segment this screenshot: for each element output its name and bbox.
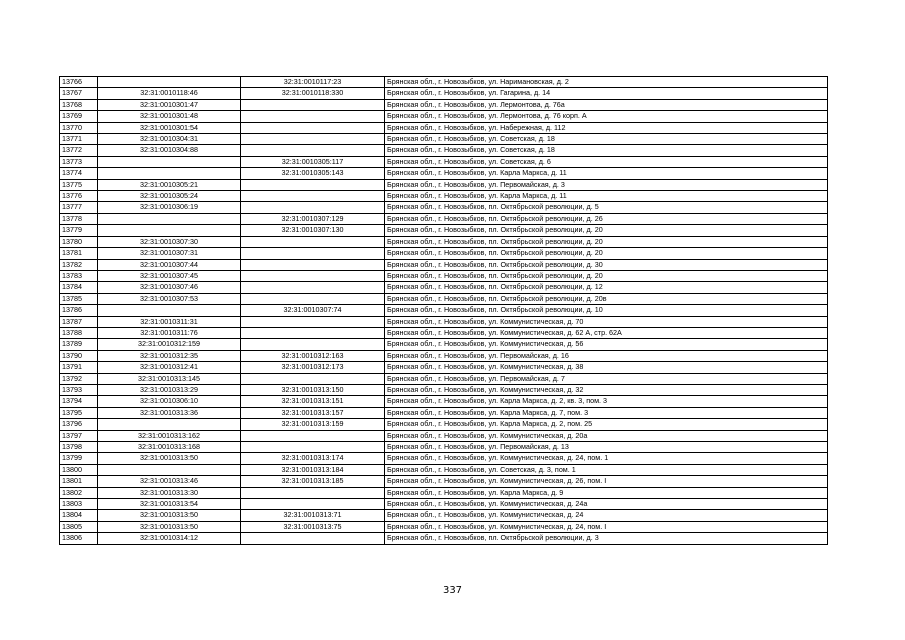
table-row <box>60 499 828 510</box>
row-number-cell: 13784 <box>60 282 98 293</box>
address-cell: Брянская обл., г. Новозыбков, ул. Коммунистическая, д. 24, пом. 1 <box>385 453 828 464</box>
table-row <box>60 270 828 281</box>
address-cell: Брянская обл., г. Новозыбков, пл. Октябрьской революции, д. 12 <box>385 282 828 293</box>
address-cell: Брянская обл., г. Новозыбков, ул. Советская, д. 6 <box>385 156 828 167</box>
cadastral-number-cell: 32:31:0010313:162 <box>98 430 241 441</box>
cadastral-number-cell: 32:31:0010314:12 <box>98 533 241 544</box>
table-row <box>60 350 828 361</box>
table-row <box>60 464 828 475</box>
address-cell: Брянская обл., г. Новозыбков, ул. Коммунистическая, д. 38 <box>385 362 828 373</box>
row-number-cell: 13788 <box>60 327 98 338</box>
cadastral-number-cell <box>98 225 241 236</box>
cadastral-number-cell: 32:31:0010306:19 <box>98 202 241 213</box>
cadastral-number-cell: 32:31:0010311:31 <box>98 316 241 327</box>
table-row <box>60 362 828 373</box>
building-cadastral-number-cell: 32:31:0010313:159 <box>241 419 385 430</box>
building-cadastral-number-cell: 32:31:0010313:174 <box>241 453 385 464</box>
cadastral-number-cell <box>98 305 241 316</box>
row-number-cell: 13780 <box>60 236 98 247</box>
building-cadastral-number-cell: 32:31:0010313:184 <box>241 464 385 475</box>
row-number-cell: 13805 <box>60 521 98 532</box>
table-row <box>60 282 828 293</box>
table-row <box>60 145 828 156</box>
address-cell: Брянская обл., г. Новозыбков, ул. Коммунистическая, д. 62 А, стр. 62А <box>385 327 828 338</box>
table-row <box>60 88 828 99</box>
address-cell: Брянская обл., г. Новозыбков, пл. Октябрьской революции, д. 20 <box>385 225 828 236</box>
row-number-cell: 13781 <box>60 248 98 259</box>
cadastral-number-cell <box>98 77 241 88</box>
table-row <box>60 316 828 327</box>
row-number-cell: 13804 <box>60 510 98 521</box>
cadastral-number-cell <box>98 213 241 224</box>
row-number-cell: 13782 <box>60 259 98 270</box>
table-row <box>60 77 828 88</box>
building-cadastral-number-cell: 32:31:0010313:157 <box>241 407 385 418</box>
building-cadastral-number-cell <box>241 533 385 544</box>
cadastral-number-cell: 32:31:0010305:21 <box>98 179 241 190</box>
table-row <box>60 293 828 304</box>
row-number-cell: 13769 <box>60 111 98 122</box>
row-number-cell: 13800 <box>60 464 98 475</box>
cadastral-number-cell: 32:31:0010312:159 <box>98 339 241 350</box>
building-cadastral-number-cell: 32:31:0010313:185 <box>241 476 385 487</box>
building-cadastral-number-cell <box>241 373 385 384</box>
address-cell: Брянская обл., г. Новозыбков, ул. Коммунистическая, д. 24 <box>385 510 828 521</box>
address-cell: Брянская обл., г. Новозыбков, ул. Советская, д. 3, пом. 1 <box>385 464 828 475</box>
address-cell: Брянская обл., г. Новозыбков, пл. Октябрьской революции, д. 5 <box>385 202 828 213</box>
address-cell: Брянская обл., г. Новозыбков, ул. Коммунистическая, д. 26, пом. I <box>385 476 828 487</box>
building-cadastral-number-cell: 32:31:0010118:330 <box>241 88 385 99</box>
row-number-cell: 13774 <box>60 168 98 179</box>
cadastral-number-cell <box>98 419 241 430</box>
address-cell: Брянская обл., г. Новозыбков, ул. Первомайская, д. 3 <box>385 179 828 190</box>
building-cadastral-number-cell <box>241 111 385 122</box>
cadastral-number-cell: 32:31:0010313:145 <box>98 373 241 384</box>
row-number-cell: 13776 <box>60 191 98 202</box>
building-cadastral-number-cell <box>241 430 385 441</box>
building-cadastral-number-cell <box>241 134 385 145</box>
row-number-cell: 13773 <box>60 156 98 167</box>
building-cadastral-number-cell <box>241 145 385 156</box>
row-number-cell: 13766 <box>60 77 98 88</box>
address-cell: Брянская обл., г. Новозыбков, ул. Лермонтова, д. 76 корп. А <box>385 111 828 122</box>
address-cell: Брянская обл., г. Новозыбков, пл. Октябрьской революции, д. 10 <box>385 305 828 316</box>
cadastral-number-cell: 32:31:0010313:29 <box>98 384 241 395</box>
building-cadastral-number-cell: 32:31:0010313:151 <box>241 396 385 407</box>
building-cadastral-number-cell <box>241 316 385 327</box>
table-row <box>60 191 828 202</box>
row-number-cell: 13796 <box>60 419 98 430</box>
cadastral-number-cell: 32:31:0010301:48 <box>98 111 241 122</box>
building-cadastral-number-cell <box>241 282 385 293</box>
cadastral-number-cell: 32:31:0010313:50 <box>98 521 241 532</box>
table-row <box>60 476 828 487</box>
row-number-cell: 13803 <box>60 499 98 510</box>
row-number-cell: 13806 <box>60 533 98 544</box>
cadastral-number-cell: 32:31:0010301:47 <box>98 99 241 110</box>
cadastral-number-cell: 32:31:0010304:88 <box>98 145 241 156</box>
table-row <box>60 510 828 521</box>
address-cell: Брянская обл., г. Новозыбков, пл. Октябрьской революции, д. 30 <box>385 259 828 270</box>
page-number: 337 <box>442 585 463 596</box>
address-cell: Брянская обл., г. Новозыбков, ул. Советская, д. 18 <box>385 145 828 156</box>
building-cadastral-number-cell <box>241 270 385 281</box>
row-number-cell: 13772 <box>60 145 98 156</box>
cadastral-number-cell: 32:31:0010313:36 <box>98 407 241 418</box>
building-cadastral-number-cell <box>241 442 385 453</box>
cadastral-number-cell: 32:31:0010313:50 <box>98 453 241 464</box>
building-cadastral-number-cell <box>241 99 385 110</box>
address-cell: Брянская обл., г. Новозыбков, ул. Коммунистическая, д. 70 <box>385 316 828 327</box>
building-cadastral-number-cell: 32:31:0010307:130 <box>241 225 385 236</box>
address-cell: Брянская обл., г. Новозыбков, ул. Карла Маркса, д. 9 <box>385 487 828 498</box>
row-number-cell: 13779 <box>60 225 98 236</box>
address-cell: Брянская обл., г. Новозыбков, ул. Первомайская, д. 7 <box>385 373 828 384</box>
table-row <box>60 156 828 167</box>
row-number-cell: 13799 <box>60 453 98 464</box>
row-number-cell: 13790 <box>60 350 98 361</box>
cadastral-number-cell: 32:31:0010301:54 <box>98 122 241 133</box>
table-row <box>60 202 828 213</box>
address-cell: Брянская обл., г. Новозыбков, ул. Наримановская, д. 2 <box>385 77 828 88</box>
table-row <box>60 453 828 464</box>
table-row <box>60 236 828 247</box>
cadastral-number-cell <box>98 168 241 179</box>
table-row <box>60 99 828 110</box>
address-cell: Брянская обл., г. Новозыбков, ул. Гагарина, д. 14 <box>385 88 828 99</box>
cadastral-number-cell: 32:31:0010313:50 <box>98 510 241 521</box>
table-row <box>60 407 828 418</box>
address-cell: Брянская обл., г. Новозыбков, ул. Лермонтова, д. 76а <box>385 99 828 110</box>
address-cell: Брянская обл., г. Новозыбков, ул. Карла Маркса, д. 2, пом. 25 <box>385 419 828 430</box>
building-cadastral-number-cell: 32:31:0010307:129 <box>241 213 385 224</box>
address-cell: Брянская обл., г. Новозыбков, ул. Карла Маркса, д. 7, пом. 3 <box>385 407 828 418</box>
cadastral-number-cell: 32:31:0010313:168 <box>98 442 241 453</box>
cadastral-number-cell: 32:31:0010307:44 <box>98 259 241 270</box>
row-number-cell: 13767 <box>60 88 98 99</box>
building-cadastral-number-cell: 32:31:0010307:74 <box>241 305 385 316</box>
table-row <box>60 179 828 190</box>
row-number-cell: 13792 <box>60 373 98 384</box>
building-cadastral-number-cell <box>241 248 385 259</box>
cadastral-number-cell: 32:31:0010304:31 <box>98 134 241 145</box>
cadastral-number-cell <box>98 464 241 475</box>
row-number-cell: 13802 <box>60 487 98 498</box>
table-row <box>60 305 828 316</box>
cadastral-number-cell: 32:31:0010307:46 <box>98 282 241 293</box>
row-number-cell: 13789 <box>60 339 98 350</box>
table-row <box>60 225 828 236</box>
table-row <box>60 442 828 453</box>
row-number-cell: 13775 <box>60 179 98 190</box>
table-row <box>60 248 828 259</box>
cadastral-number-cell: 32:31:0010307:45 <box>98 270 241 281</box>
table-row <box>60 384 828 395</box>
address-cell: Брянская обл., г. Новозыбков, ул. Набережная, д. 112 <box>385 122 828 133</box>
building-cadastral-number-cell: 32:31:0010313:150 <box>241 384 385 395</box>
row-number-cell: 13786 <box>60 305 98 316</box>
row-number-cell: 13785 <box>60 293 98 304</box>
row-number-cell: 13801 <box>60 476 98 487</box>
building-cadastral-number-cell: 32:31:0010305:117 <box>241 156 385 167</box>
cadastral-number-cell <box>98 156 241 167</box>
address-cell: Брянская обл., г. Новозыбков, ул. Коммунистическая, д. 20а <box>385 430 828 441</box>
cadastral-number-cell: 32:31:0010312:35 <box>98 350 241 361</box>
table-row <box>60 122 828 133</box>
address-cell: Брянская обл., г. Новозыбков, ул. Коммунистическая, д. 56 <box>385 339 828 350</box>
address-cell: Брянская обл., г. Новозыбков, ул. Коммунистическая, д. 24, пом. I <box>385 521 828 532</box>
row-number-cell: 13778 <box>60 213 98 224</box>
building-cadastral-number-cell <box>241 293 385 304</box>
address-cell: Брянская обл., г. Новозыбков, пл. Октябрьской революции, д. 20в <box>385 293 828 304</box>
building-cadastral-number-cell <box>241 487 385 498</box>
building-cadastral-number-cell <box>241 122 385 133</box>
table-row <box>60 419 828 430</box>
building-cadastral-number-cell: 32:31:0010312:173 <box>241 362 385 373</box>
address-cell: Брянская обл., г. Новозыбков, ул. Первомайская, д. 13 <box>385 442 828 453</box>
cadastral-number-cell: 32:31:0010305:24 <box>98 191 241 202</box>
building-cadastral-number-cell: 32:31:0010305:143 <box>241 168 385 179</box>
row-number-cell: 13770 <box>60 122 98 133</box>
building-cadastral-number-cell <box>241 236 385 247</box>
cadastral-number-cell: 32:31:0010313:54 <box>98 499 241 510</box>
cadastral-number-cell: 32:31:0010312:41 <box>98 362 241 373</box>
row-number-cell: 13794 <box>60 396 98 407</box>
address-cell: Брянская обл., г. Новозыбков, ул. Карла Маркса, д. 11 <box>385 168 828 179</box>
building-cadastral-number-cell: 32:31:0010313:75 <box>241 521 385 532</box>
registry-table <box>59 76 828 545</box>
row-number-cell: 13771 <box>60 134 98 145</box>
table-row <box>60 327 828 338</box>
building-cadastral-number-cell <box>241 339 385 350</box>
cadastral-number-cell: 32:31:0010307:53 <box>98 293 241 304</box>
row-number-cell: 13783 <box>60 270 98 281</box>
address-cell: Брянская обл., г. Новозыбков, пл. Октябрьской революции, д. 3 <box>385 533 828 544</box>
table-row <box>60 430 828 441</box>
table-row <box>60 487 828 498</box>
table-row <box>60 521 828 532</box>
address-cell: Брянская обл., г. Новозыбков, пл. Октябрьской революции, д. 26 <box>385 213 828 224</box>
row-number-cell: 13787 <box>60 316 98 327</box>
building-cadastral-number-cell: 32:31:0010312:163 <box>241 350 385 361</box>
cadastral-number-cell: 32:31:0010118:46 <box>98 88 241 99</box>
row-number-cell: 13798 <box>60 442 98 453</box>
address-cell: Брянская обл., г. Новозыбков, пл. Октябрьской революции, д. 20 <box>385 248 828 259</box>
row-number-cell: 13793 <box>60 384 98 395</box>
building-cadastral-number-cell <box>241 259 385 270</box>
row-number-cell: 13777 <box>60 202 98 213</box>
building-cadastral-number-cell <box>241 499 385 510</box>
building-cadastral-number-cell <box>241 327 385 338</box>
building-cadastral-number-cell: 32:31:0010313:71 <box>241 510 385 521</box>
table-row <box>60 373 828 384</box>
table-row <box>60 168 828 179</box>
address-cell: Брянская обл., г. Новозыбков, ул. Карла Маркса, д. 2, кв. 3, пом. 3 <box>385 396 828 407</box>
table-row <box>60 213 828 224</box>
address-cell: Брянская обл., г. Новозыбков, ул. Карла Маркса, д. 11 <box>385 191 828 202</box>
table-row <box>60 111 828 122</box>
building-cadastral-number-cell <box>241 179 385 190</box>
row-number-cell: 13797 <box>60 430 98 441</box>
cadastral-number-cell: 32:31:0010306:10 <box>98 396 241 407</box>
building-cadastral-number-cell <box>241 191 385 202</box>
cadastral-number-cell: 32:31:0010313:46 <box>98 476 241 487</box>
registry-table-body <box>60 77 828 545</box>
address-cell: Брянская обл., г. Новозыбков, ул. Коммунистическая, д. 32 <box>385 384 828 395</box>
address-cell: Брянская обл., г. Новозыбков, ул. Советская, д. 18 <box>385 134 828 145</box>
cadastral-number-cell: 32:31:0010311:76 <box>98 327 241 338</box>
row-number-cell: 13795 <box>60 407 98 418</box>
building-cadastral-number-cell <box>241 202 385 213</box>
cadastral-number-cell: 32:31:0010313:30 <box>98 487 241 498</box>
table-row <box>60 134 828 145</box>
row-number-cell: 13791 <box>60 362 98 373</box>
row-number-cell: 13768 <box>60 99 98 110</box>
table-row <box>60 339 828 350</box>
address-cell: Брянская обл., г. Новозыбков, ул. Коммунистическая, д. 24а <box>385 499 828 510</box>
cadastral-number-cell: 32:31:0010307:31 <box>98 248 241 259</box>
table-row <box>60 259 828 270</box>
address-cell: Брянская обл., г. Новозыбков, пл. Октябрьской революции, д. 20 <box>385 270 828 281</box>
cadastral-number-cell: 32:31:0010307:30 <box>98 236 241 247</box>
address-cell: Брянская обл., г. Новозыбков, ул. Первомайская, д. 16 <box>385 350 828 361</box>
table-row <box>60 533 828 544</box>
table-row <box>60 396 828 407</box>
building-cadastral-number-cell: 32:31:0010117:23 <box>241 77 385 88</box>
address-cell: Брянская обл., г. Новозыбков, пл. Октябрьской революции, д. 20 <box>385 236 828 247</box>
